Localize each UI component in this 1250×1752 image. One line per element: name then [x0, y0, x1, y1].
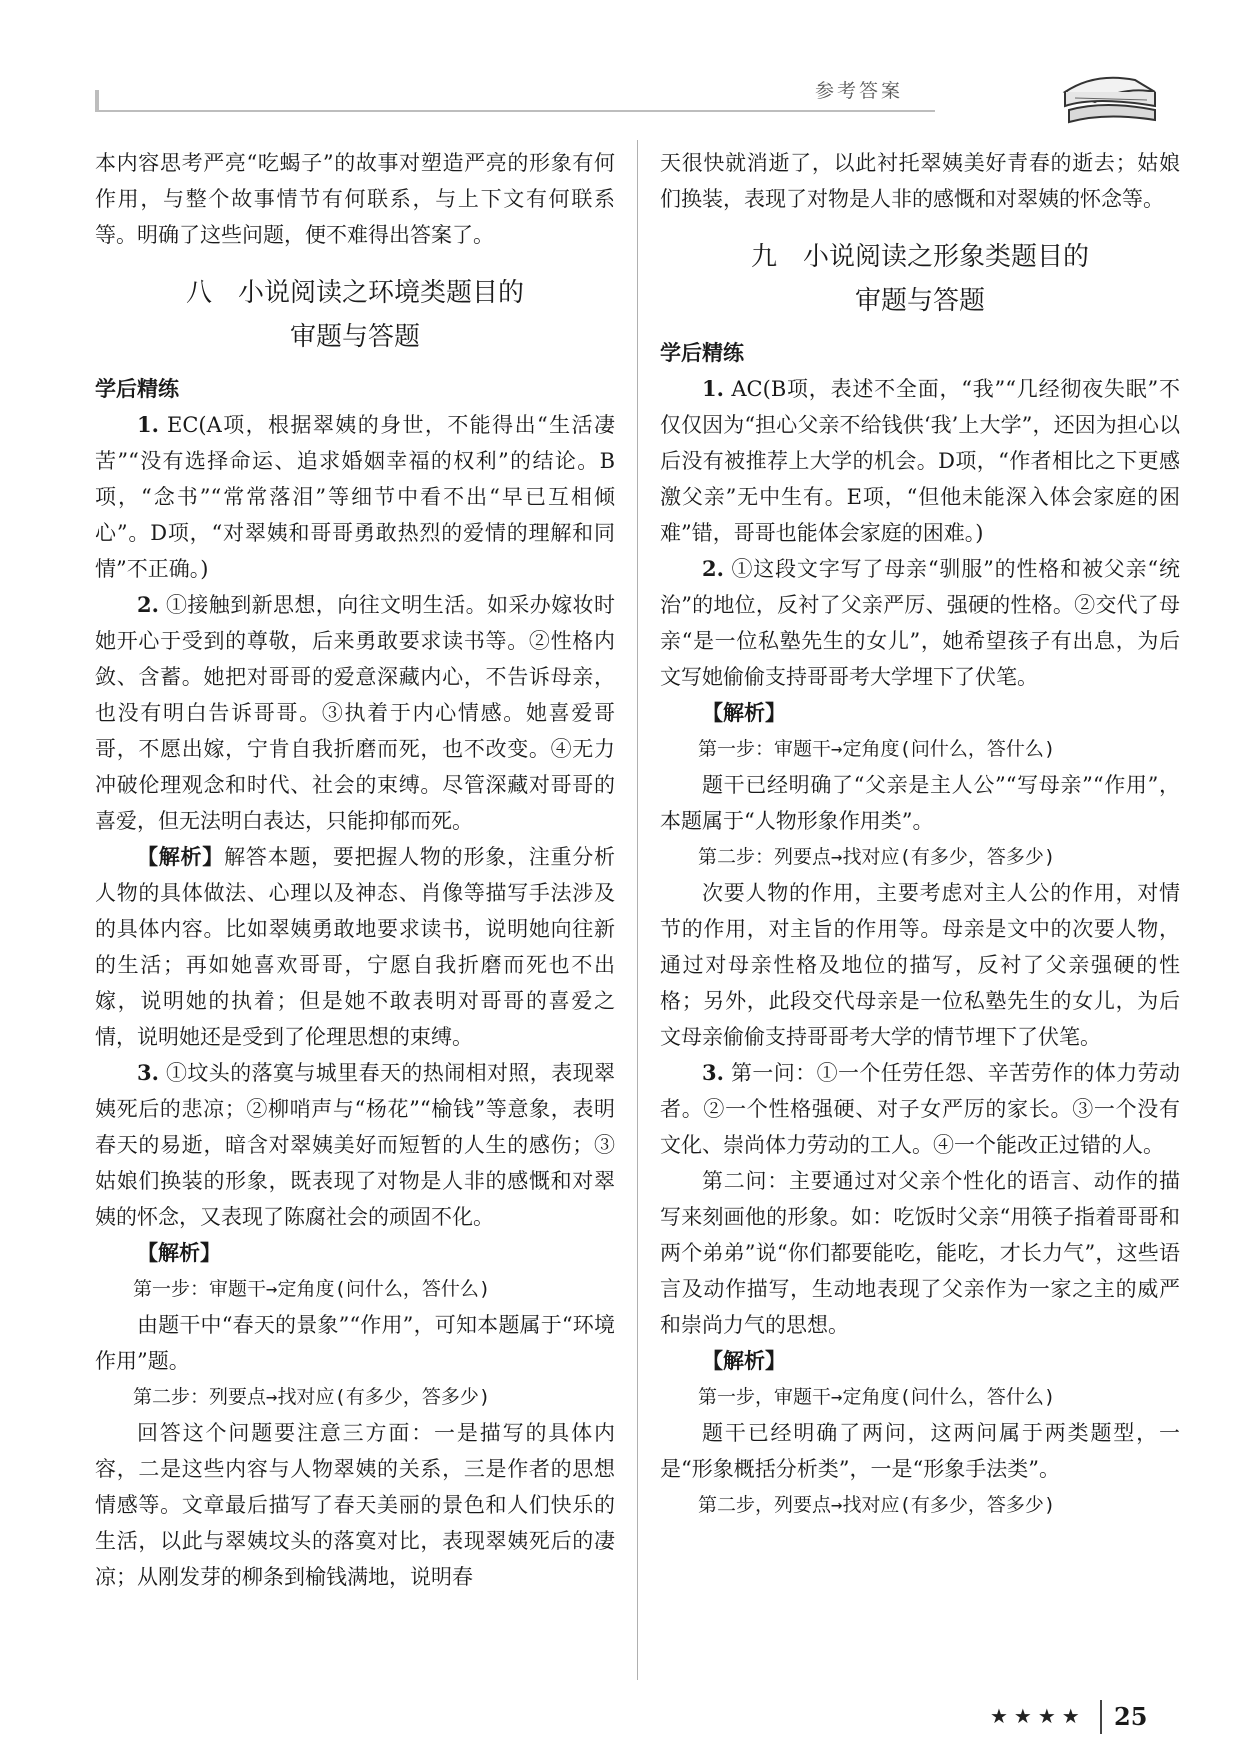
left-analysis-3-p2: 回答这个问题要注意三方面：一是描写的具体内容，二是这些内容与人物翠姨的关系，三是作者的思想情感等。文章最后描写了春天美丽的景色和人们快乐的生活，以此与翠姨坟头的落寞对比，表现翠姨死后的凄凉；从刚发芽的柳条到榆钱满地，说明春	[95, 1421, 615, 1589]
right-analysis-2-p2: 次要人物的作用，主要考虑对主人公的作用，对情节的作用，对主旨的作用等。母亲是文中的次要人物，通过对母亲性格及地位的描写，反衬了父亲强硬的性格；另外，此段交代母亲是一位私塾先生的女儿，为后文母亲偷偷支持哥哥考大学的情节埋下了伏笔。	[660, 881, 1180, 1049]
right-analysis-3-p1: 题干已经明确了两问，这两问属于两类题型，一是“形象概括分析类”，一是“形象手法类”。	[660, 1421, 1180, 1481]
right-analysis-3-tag: 【解析】	[702, 1349, 786, 1373]
books-icon	[1055, 62, 1165, 132]
left-analysis-3-tag: 【解析】	[137, 1241, 221, 1265]
left-step-1: 第一步：审题干→定角度(问什么，答什么)	[133, 1278, 491, 1300]
left-analysis-3-p1: 由题干中“春天的景象”“作用”，可知本题属于“环境作用”题。	[95, 1313, 615, 1373]
left-answer-1: 1. EC(A项，根据翠姨的身世，不能得出“生活凄苦”“没有选择命运、追求婚姻幸福的权利”的结论。B项，“念书”“常常落泪”等细节中看不出“早已互相倾心”。D项，“对翠姨和哥哥勇敢热烈的爱情的理解和同情”不正确。)	[95, 412, 615, 581]
footer-separator	[1100, 1700, 1102, 1734]
right-answer-3-p2: 第二问：主要通过对父亲个性化的语言、动作的描写来刻画他的形象。如：吃饭时父亲“用筷子指着哥哥和两个弟弟”说“你们都要能吃，能吃，才长力气”，这些语言及动作描写，生动地表现了父亲作为一家之主的威严和崇尚力气的思想。	[660, 1169, 1180, 1337]
right-answer-2: 2. ①这段文字写了母亲“驯服”的性格和被父亲“统治”的地位，反衬了父亲严厉、强硬的性格。②交代了母亲“是一位私塾先生的女儿”，她希望孩子有出息，为后文写她偷偷支持哥哥考大学埋下了伏笔。	[660, 556, 1180, 689]
header-rule	[95, 110, 935, 112]
right-answer-1: 1. AC(B项，表述不全面，“我”“几经彻夜失眠”不仅仅因为“担心父亲不给钱供‘我’上大学”，还因为担心以后没有被推荐上大学的机会。D项，“作者相比之下更感激父亲”无中生有。E项，“但他未能深入体会家庭的困难”错，哥哥也能体会家庭的困难。)	[660, 376, 1180, 545]
right-answer-3: 3. 第一问：①一个任劳任怨、辛苦劳作的体力劳动者。②一个性格强硬、对子女严厉的家长。③一个没有文化、崇尚体力劳动的工人。④一个能改正过错的人。	[660, 1060, 1180, 1157]
right-step-2: 第二步：列要点→找对应(有多少，答多少)	[698, 846, 1056, 868]
right-column	[660, 145, 1180, 1523]
header-rule-stub	[95, 90, 99, 110]
header-label: 参考答案	[815, 80, 904, 102]
right-intro: 天很快就消逝了，以此衬托翠姨美好青春的逝去；姑娘们换装，表现了对物是人非的感慨和对翠姨的怀念等。	[660, 151, 1180, 211]
page-header	[95, 70, 1175, 130]
left-subheading: 学后精练	[95, 377, 179, 401]
left-answer-2: 2. ①接触到新思想，向往文明生活。如采办嫁妆时她开心于受到的尊敬，后来勇敢要求读书等。②性格内敛、含蓄。她把对哥哥的爱意深藏内心，不告诉母亲，也没有明白告诉哥哥。③执着于内心情感。她喜爱哥哥，不愿出嫁，宁肯自我折磨而死，也不改变。④无力冲破伦理观念和时代、社会的束缚。尽管深藏对哥哥的喜爱，但无法明白表达，只能抑郁而死。	[95, 592, 615, 833]
left-column	[95, 145, 615, 1595]
difficulty-stars: ★★★★	[990, 1704, 1086, 1728]
page-number: 25	[1114, 1702, 1148, 1731]
right-subheading: 学后精练	[660, 341, 744, 365]
right-step-2b: 第二步，列要点→找对应(有多少，答多少)	[698, 1494, 1056, 1516]
right-step-1: 第一步：审题干→定角度(问什么，答什么)	[698, 738, 1056, 760]
section-title-9: 九 小说阅读之形象类题目的 审题与答题	[750, 242, 1089, 316]
left-answer-3: 3. ①坟头的落寞与城里春天的热闹相对照，表现翠姨死后的悲凉；②柳哨声与“杨花”“榆钱”等意象，表明春天的易逝，暗含对翠姨美好而短暂的人生的感伤；③姑娘们换装的形象，既表现了对物是人非的感慨和对翠姨的怀念，又表现了陈腐社会的顽固不化。	[95, 1060, 615, 1229]
section-title-8: 八 小说阅读之环境类题目的 审题与答题	[185, 278, 524, 352]
right-analysis-2-tag: 【解析】	[702, 701, 786, 725]
right-step-1b: 第一步，审题干→定角度(问什么，答什么)	[698, 1386, 1056, 1408]
right-analysis-2-p1: 题干已经明确了“父亲是主人公”“写母亲”“作用”，本题属于“人物形象作用类”。	[660, 773, 1180, 833]
left-analysis-2: 【解析】解答本题，要把握人物的形象，注重分析人物的具体做法、心理以及神态、肖像等描写手法涉及的具体内容。比如翠姨勇敢地要求读书，说明她向往新的生活；再如她喜欢哥哥，宁愿自我折磨而死也不出嫁，说明她的执着；但是她不敢表明对哥哥的喜爱之情，说明她还是受到了伦理思想的束缚。	[95, 845, 616, 1049]
column-divider	[637, 140, 638, 1680]
left-step-2: 第二步：列要点→找对应(有多少，答多少)	[133, 1386, 491, 1408]
left-intro: 本内容思考严亮“吃蝎子”的故事对塑造严亮的形象有何作用，与整个故事情节有何联系，与上下文有何联系等。明确了这些问题，便不难得出答案了。	[95, 151, 615, 247]
